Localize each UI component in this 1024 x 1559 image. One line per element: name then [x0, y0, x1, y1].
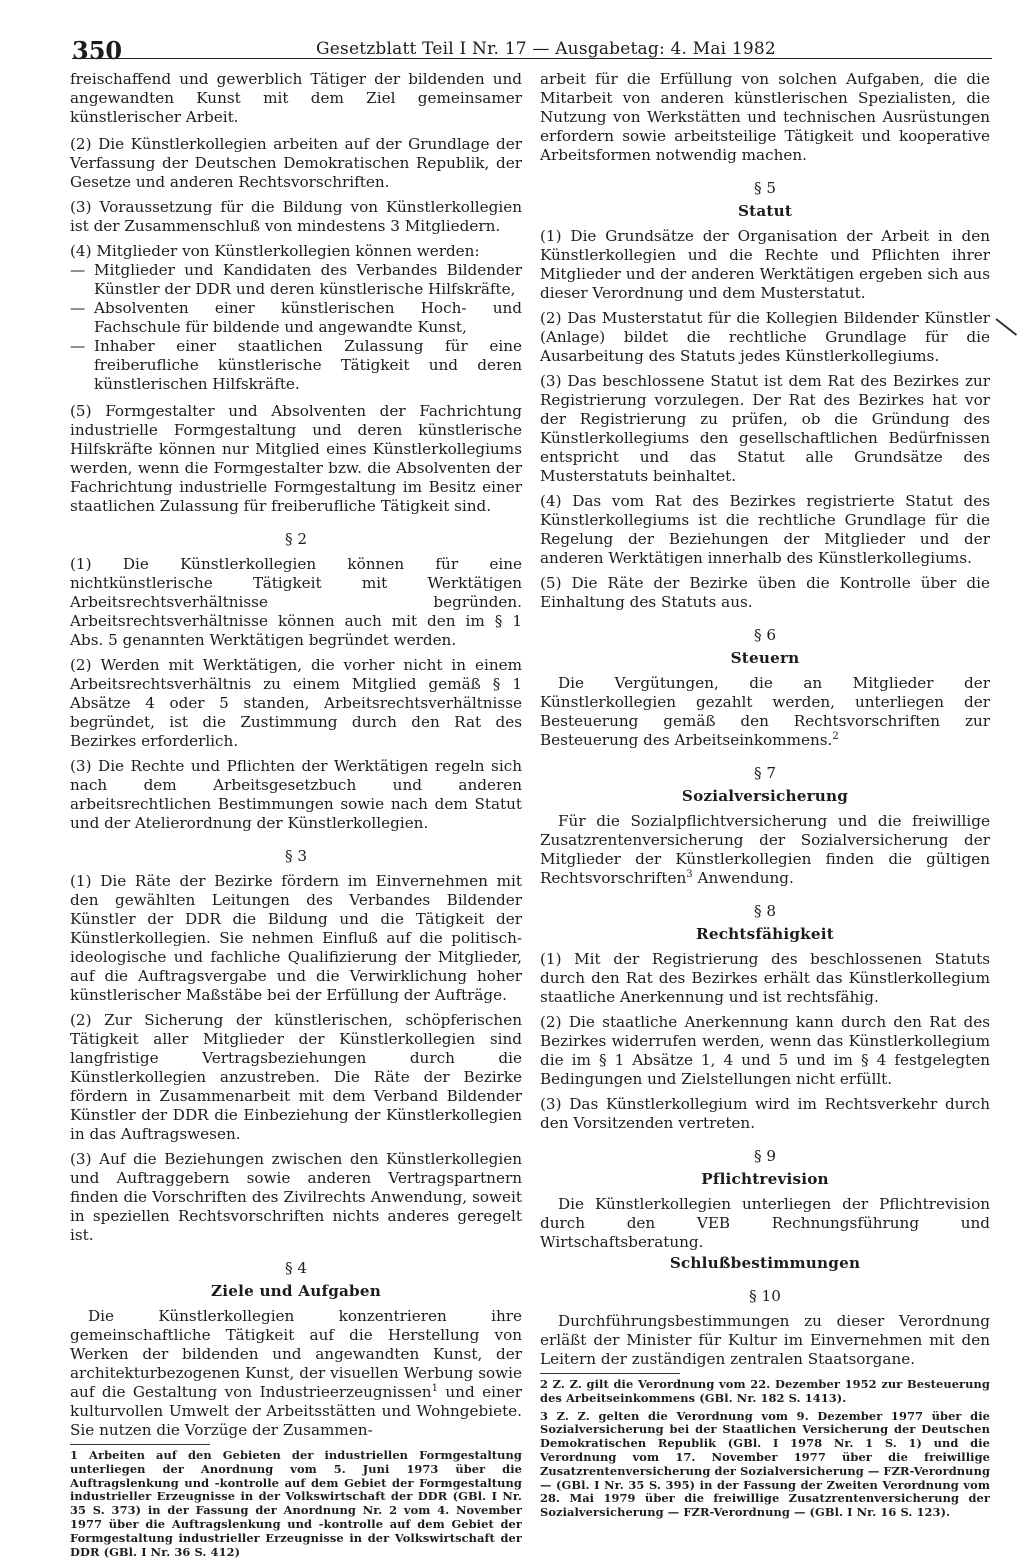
section-number: § 5 [753, 179, 777, 197]
section-title: Steuern [730, 649, 800, 667]
paragraph: (5) Die Räte der Bezirke üben die Kontrolle über die Einhaltung des Statuts aus. [540, 574, 990, 611]
paragraph: (1) Die Grundsätze der Organisation der Arbeit in den Künstlerkollegien und die Rechte und Pflichten ihrer Mitglieder und der anderen Werktätigen ergeben sich aus dieser Verordnung und dem Musterstatut. [540, 227, 990, 302]
footnote-ref: 2 [832, 730, 839, 742]
section-number: § 9 [753, 1147, 777, 1165]
running-head: Gesetzblatt Teil I Nr. 17 — Ausgabetag: 4. Mai 1982 [316, 39, 776, 59]
section-number: § 2 [284, 530, 308, 548]
paragraph: (4) Das vom Rat des Bezirkes registrierte Statut des Künstlerkollegiums ist die rechtliche Grundlage für die Regelung der Beziehungen der Mitglieder und der anderen Werktätigen innerhalb des Künstlerkollegiums. [540, 492, 990, 567]
paragraph: (2) Die Künstlerkollegien arbeiten auf der Grundlage der Verfassung der Deutschen Demokratischen Republik, der Gesetze und anderen Rechtsvorschriften. [70, 135, 522, 191]
section-title: Pflichtrevision [701, 1170, 829, 1188]
footnote-rule [540, 1373, 680, 1374]
member-list [70, 261, 522, 394]
margin-pencil-mark [995, 318, 1017, 336]
paragraph: (3) Voraussetzung für die Bildung von Künstlerkollegien ist der Zusammenschluß von mindestens 3 Mitgliedern. [70, 198, 522, 235]
paragraph: (2) Das Musterstatut für die Kollegien Bildender Künstler (Anlage) bildet die rechtliche Grundlage für die Ausarbeitung des Statuts jedes Künstlerkollegiums. [540, 309, 990, 365]
list-item [70, 299, 522, 337]
paragraph: (2) Die staatliche Anerkennung kann durch den Rat des Bezirkes widerrufen werden, wenn das Künstlerkollegium die im § 1 Absätze 1, 4 und 5 und im § 4 festgelegten Bedingungen und Zielstellungen nicht erfüllt. [540, 1013, 990, 1088]
section-number: § 7 [753, 764, 777, 782]
paragraph: Die Künstlerkollegien unterliegen der Pflichtrevision durch den VEB Rechnungsführung und Wirtschaftsberatung. [540, 1195, 990, 1251]
footnote-ref: 1 [431, 1382, 438, 1394]
text-run: Für die Sozialpflichtversicherung und die freiwillige Zusatzrentenversicherung der Sozialversicherung der Mitglieder der Künstlerkollegien finden die gültigen Rechtsvorschriften [540, 812, 990, 887]
paragraph [70, 1307, 522, 1440]
footnote: 3 Z. Z. gelten die Verordnung vom 9. Dezember 1977 über die Sozialversicherung bei der Staatlichen Versicherung der Deutschen Demokratischen Republik (GBl. I 1978 Nr. 1 S. 1) und die Verordnung vom 17. November 1977 über die freiwillige Zusatzrentenversicherung der Sozialversicherung — FZR-Verordnung — (GBl. I Nr. 35 S. 395) in der Fassung der Zweiten Verordnung vom 28. Mai 1979 über die freiwillige Zusatzrentenversicherung der Sozialversicherung — FZR-Verordnung — (GBl. I Nr. 16 S. 123). [540, 1408, 991, 1520]
paragraph: (3) Auf die Beziehungen zwischen den Künstlerkollegien und Auftraggebern sowie anderen Vertragspartnern finden die Vorschriften des Zivilrechts Anwendung, soweit in speziellen Rechtsvorschriften nichts anderes geregelt ist. [70, 1150, 522, 1244]
paragraph: arbeit für die Erfüllung von solchen Aufgaben, die die Mitarbeit von anderen künstlerischen Spezialisten, die Nutzung von Werkstätten und technischen Ausrüstungen erfordern sowie arbeitsteilige Tätigkeit und kooperative Arbeitsformen notwendig machen. [540, 70, 990, 164]
chapter-title: Schlußbestimmungen [669, 1254, 861, 1272]
section-number: § 6 [753, 626, 777, 644]
section-title: Sozialversicherung [681, 787, 849, 805]
section-number: § 8 [753, 902, 777, 920]
footnote: 2 Z. Z. gilt die Verordnung vom 22. Dezember 1952 zur Besteuerung des Arbeitseinkommens (GBl. Nr. 182 S. 1413). [540, 1377, 990, 1405]
footnote-ref: 3 [686, 868, 693, 880]
paragraph: (1) Die Künstlerkollegien können für eine nichtkünstlerische Tätigkeit mit Werktätigen Arbeitsrechtsverhältnisse begründen. Arbeitsrechtsverhältnisse können auch mit den im § 1 Abs. 5 genannten Werktätigen begründet werden. [70, 555, 522, 649]
list-item [70, 261, 522, 299]
footnote: 1 Arbeiten auf den Gebieten der industriellen Formgestaltung unterliegen der Anordnung vom 5. Juni 1973 über die Auftragslenkung und -kontrolle auf dem Gebiet der Formgestaltung industrieller Erzeugnisse in der Volkswirtschaft der DDR (GBl. I Nr. 35 S. 373) in der Fassung der Anordnung Nr. 2 vom 4. November 1977 über die Auftragslenkung und -kontrolle auf dem Gebiet der Formgestaltung industrieller Erzeugnisse in der Volkswirtschaft der DDR (GBl. I Nr. 36 S. 412) [70, 1448, 522, 1559]
paragraph [540, 812, 990, 888]
paragraph: (2) Zur Sicherung der künstlerischen, schöpferischen Tätigkeit aller Mitglieder der Künstlerkollegien sind langfristige Vertragsbeziehungen durch die Künstlerkollegien anzustreben. Die Räte der Bezirke fördern in Zusammenarbeit mit dem Verband Bildender Künstler der DDR die Einbeziehung der Künstlerkollegien in das Auftragswesen. [70, 1011, 522, 1143]
right-column [540, 70, 990, 1520]
paragraph: freischaffend und gewerblich Tätiger der bildenden und angewandten Kunst mit dem Ziel gemeinsamer künstlerischer Arbeit. [70, 70, 522, 126]
page-header [72, 36, 992, 66]
dash-marker: — [70, 299, 86, 317]
left-column [70, 70, 522, 1559]
text-run: und einer kulturvollen Umwelt der Arbeitsstätten und Wohngebiete. Sie nutzen die Vorzüge der Zusammen- [70, 1383, 522, 1439]
list-item-text: Absolventen einer künstlerischen Hoch- und Fachschule für bildende und angewandte Kunst, [94, 299, 522, 336]
section-number: § 3 [284, 847, 308, 865]
paragraph: Durchführungsbestimmungen zu dieser Verordnung erläßt der Minister für Kultur im Einvernehmen mit den Leitern der zuständigen zentralen Staatsorgane. [540, 1312, 990, 1368]
paragraph: (3) Das Künstlerkollegium wird im Rechtsverkehr durch den Vorsitzenden vertreten. [540, 1095, 990, 1132]
paragraph: (1) Mit der Registrierung des beschlossenen Statuts durch den Rat des Bezirkes erhält das Künstlerkollegium staatliche Anerkennung und ist rechtsfähig. [540, 950, 990, 1006]
header-rule [72, 58, 992, 59]
section-title: Ziele und Aufgaben [211, 1282, 381, 1300]
text-run: Die Künstlerkollegien konzentrieren ihre gemeinschaftliche Tätigkeit auf die Herstellung von Werken der bildenden und angewandten Kunst, der architekturbezogenen Kunst, der visuellen Werbung sowie auf die Gestaltung von Industrieerzeugnissen [70, 1307, 522, 1401]
section-number: § 4 [284, 1259, 308, 1277]
list-item-text: Mitglieder und Kandidaten des Verbandes Bildender Künstler der DDR und deren künstlerische Hilfskräfte, [94, 261, 522, 298]
paragraph: (2) Werden mit Werktätigen, die vorher nicht in einem Arbeitsrechtsverhältnis zu einem Mitglied gemäß § 1 Absätze 4 oder 5 standen, Arbeitsrechtsverhältnisse begründet, ist die Zustimmung durch den Rat des Bezirkes erforderlich. [70, 656, 522, 750]
paragraph [540, 674, 990, 750]
list-item [70, 337, 522, 394]
section-number: § 10 [749, 1287, 781, 1305]
dash-marker: — [70, 261, 86, 279]
page-number: 350 [72, 36, 123, 65]
section-title: Rechtsfähigkeit [696, 925, 834, 943]
paragraph: (4) Mitglieder von Künstlerkollegien können werden: [70, 242, 480, 260]
paragraph: (3) Die Rechte und Pflichten der Werktätigen regeln sich nach dem Arbeitsgesetzbuch und anderen arbeitsrechtlichen Bestimmungen sowie nach dem Statut und der Atelierordnung der Künstlerkollegien. [70, 757, 522, 832]
section-title: Statut [737, 202, 793, 220]
paragraph: (5) Formgestalter und Absolventen der Fachrichtung industrielle Formgestaltung und deren künstlerische Hilfskräfte können nur Mitglied eines Künstlerkollegiums werden, wenn die Formgestalter bzw. die Absolventen der Fachrichtung industrielle Formgestaltung im Besitz einer staatlichen Zulassung für freiberufliche Tätigkeit sind. [70, 402, 522, 515]
dash-marker: — [70, 337, 86, 355]
text-run: Die Vergütungen, die an Mitglieder der Künstlerkollegien gezahlt werden, unterliegen der Besteuerung gemäß den Rechtsvorschriften zur Besteuerung des Arbeitseinkommens. [540, 674, 990, 749]
text-run: Anwendung. [692, 869, 794, 887]
footnote-rule [70, 1444, 210, 1445]
list-item-text: Inhaber einer staatlichen Zulassung für eine freiberufliche künstlerische Tätigkeit und deren künstlerischen Hilfskräfte. [94, 337, 522, 393]
paragraph: (3) Das beschlossene Statut ist dem Rat des Bezirkes zur Registrierung vorzulegen. Der Rat des Bezirkes hat vor der Registrierung zu prüfen, ob die Gründung des Künstlerkollegiums den gesellschaftlichen Bedürfnissen entspricht und das Statut alle Grundsätze des Musterstatuts beinhaltet. [540, 372, 990, 485]
paragraph: (1) Die Räte der Bezirke fördern im Einvernehmen mit den gewählten Leitungen des Verbandes Bildender Künstler der DDR die Bildung und die Tätigkeit der Künstlerkollegien. Sie nehmen Einfluß auf die politisch-ideologische und fachliche Qualifizierung der Mitglieder, auf die Auftragsvergabe und die Verwirklichung hoher künstlerischer Maßstäbe bei der Erfüllung der Aufträge. [70, 872, 522, 1004]
